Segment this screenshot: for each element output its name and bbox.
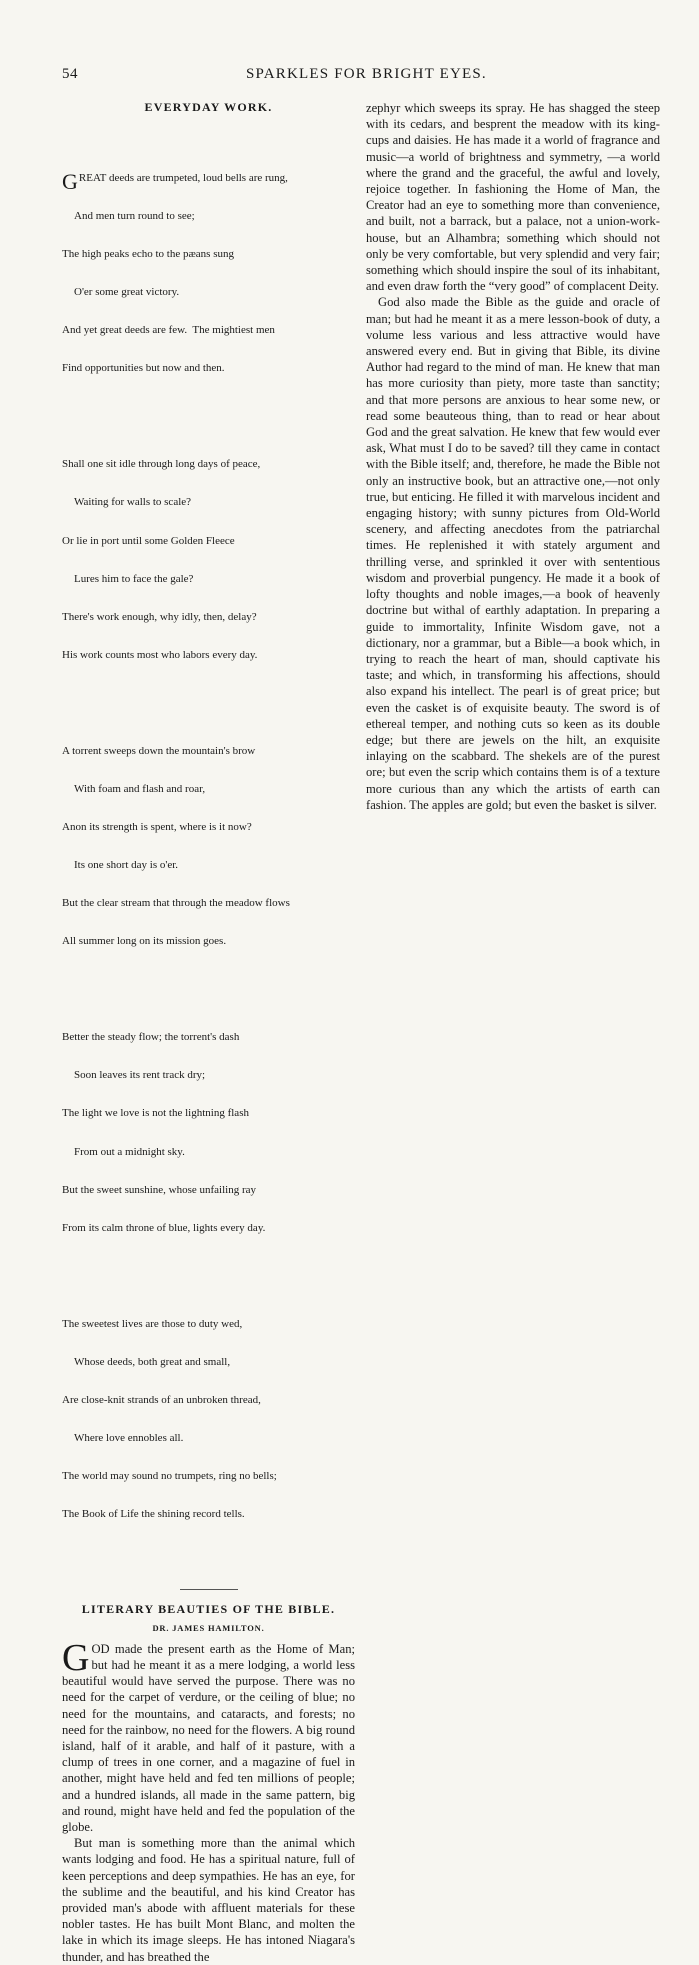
running-title: SPARKLES FOR BRIGHT EYES. (246, 66, 487, 82)
poem-line: Find opportunities but now and then. (62, 362, 225, 375)
poem-line: The sweetest lives are those to duty wed, (62, 1317, 243, 1330)
article-paragraph: GOD made the present earth as the Home of Man; but had he meant it as a mere lodging, a world less beautiful would have served the purpose. There was no need for the carpet of verdure, or the ceiling of blue; no need for the mountains, and cataracts, and forests; no need for the rainbow, no need for the flowers. A big round island, half of it arable, and half of it pasture, with a clump of trees in one corner, and a magazine of fuel in another, might have held and fed ten millions of people; and a hundred islands, all made in the same pattern, big and round, might have held and fed the population of the globe. (62, 1636, 355, 1834)
poem-stanza-5 (62, 1292, 355, 1546)
article-paragraph: But man is something more than the animal which wants lodging and food. He has a spiritual nature, full of keen perceptions and deep sympathies. He has an eye, for the sublime and the beautiful, and his kind Creator has provided man's abode with affluent materials for these nobler tastes. He has built Mont Blanc, and molten the lake in which its image sleeps. He has intoned Niagara's thunder, and has breathed the (62, 1836, 355, 1964)
left-column (62, 100, 355, 1965)
poem-line: All summer long on its mission goes. (62, 935, 227, 948)
page-number: 54 (62, 66, 78, 82)
article-drop-cap: G (62, 1636, 90, 1679)
poem-line: The light we love is not the lightning flash (62, 1107, 249, 1120)
poem-title: EVERYDAY WORK. (144, 100, 273, 114)
article-body-left (62, 1636, 355, 1965)
poem-line: O'er some great victory. (74, 286, 180, 299)
poem-line: Waiting for walls to scale? (74, 496, 192, 509)
poem-line: Where love ennobles all. (74, 1432, 184, 1445)
right-column (366, 100, 660, 813)
poem-line: With foam and flash and roar, (74, 782, 206, 795)
poem-line: From out a midnight sky. (74, 1145, 185, 1158)
poem-line: REAT deeds are trumpeted, loud bells are rung, (78, 171, 288, 184)
article-paragraph: God also made the Bible as the guide and oracle of man; but had he meant it as a mere lesson-book of duty, a volume less various and less attractive would have answered every end. But in giving that Bible, its divine Author had regard to the mind of man. He knew that man has more curiosity than piety, more taste than sanctity; and that more persons are anxious to hear some new, or read some beauteous thing, than to read or hear about God and the great salvation. He knew that few would ever ask, What must I do to be saved? till they came in contact with the Bible itself; and, therefore, he made the Bible not only an instructive book, but an attractive one,—not only true, but enticing. He filled it with marvelous incident and engaging history; with sunny pictures from Old-World scenery, and affecting anecdotes from the patriarchal times. He replenished it with stately argument and thrilling verse, and sprinkled it over with sententious wisdom and proverbial pungency. He made it a book of lofty thoughts and noble images,—a book of heavenly doctrine but withal of earthly adaptation. In preparing a guide to immortality, Infinite Wisdom gave, not a dictionary, nor a grammar, but a Bible—a book which, in trying to reach the heart of man, should captivate his taste; and which, in transforming his affections, should also expand his intellect. The pearl is of great price; but even the casket is of exquisite beauty. The sword is of ethereal temper, and nothing cuts so keen as its double edge; but there are jewels on the hilt, an exquisite inlaying on the scabbard. The shekels are of the purest ore; but even the scrip which contains them is of a texture more curious than any which the artists of earth can fashion. The apples are gold; but even the basket is silver. (366, 295, 660, 812)
poem-stanza-4 (62, 1006, 355, 1260)
poem-line: Lures him to face the gale? (74, 572, 194, 585)
poem-body (62, 121, 355, 1579)
poem-line: Or lie in port until some Golden Fleece (62, 534, 235, 547)
poem-line: Better the steady flow; the torrent's dash (62, 1031, 240, 1044)
poem-line: And yet great deeds are few. The mightiest men (62, 324, 275, 337)
article-title: LITERARY BEAUTIES OF THE BIBLE. (81, 1601, 336, 1616)
poem-line: Whose deeds, both great and small, (74, 1355, 231, 1368)
poem-line: Are close-knit strands of an unbroken thread, (62, 1393, 261, 1406)
poem-line: The world may sound no trumpets, ring no bells; (62, 1470, 277, 1483)
poem-line: From its calm throne of blue, lights every day. (62, 1221, 266, 1234)
article-paragraph: zephyr which sweeps its spray. He has shagged the steep with its cedars, and besprent the meadow with its king-cups and daisies. He has made it a world of fragrance and music—a world of brightness and symmetry, —a world where the grand and the graceful, the awful and lovely, rejoice together. In fashioning the Home of Man, the Creator had an eye to something more than convenience, and built, not a barrack, but a palace, not a union-work-house, but an Alhambra; something which should not only be very comfortable, but very splendid and very fair; something which should inspire the soul of its inhabitant, and even draw forth the “very good” of complacent Deity. (366, 101, 660, 294)
poem-line: Its one short day is o'er. (74, 859, 179, 872)
poem-line: Anon its strength is spent, where is it now? (62, 820, 252, 833)
article-byline: DR. JAMES HAMILTON. (152, 1622, 265, 1633)
poem-line: Shall one sit idle through long days of peace, (62, 458, 261, 471)
poem-stanza-1 (62, 146, 355, 400)
poem-line: The high peaks echo to the pæans sung (62, 248, 234, 261)
poem-line: There's work enough, why idly, then, delay? (62, 610, 257, 623)
poem-line: His work counts most who labors every day. (62, 648, 258, 661)
poem-stanza-3 (62, 719, 355, 973)
poem-line: But the sweet sunshine, whose unfailing ray (62, 1183, 256, 1196)
poem-drop-cap: G (62, 168, 78, 194)
poem-line: And men turn round to see; (74, 209, 195, 222)
poem-line: But the clear stream that through the meadow flows (62, 897, 290, 910)
page-header (0, 66, 699, 88)
article-body-right (366, 100, 660, 813)
poem-line: Soon leaves its rent track dry; (74, 1069, 206, 1082)
section-divider (180, 1589, 238, 1590)
poem-line: A torrent sweeps down the mountain's brow (62, 744, 256, 757)
poem-stanza-2 (62, 433, 355, 687)
poem-line: The Book of Life the shining record tells. (62, 1508, 245, 1521)
